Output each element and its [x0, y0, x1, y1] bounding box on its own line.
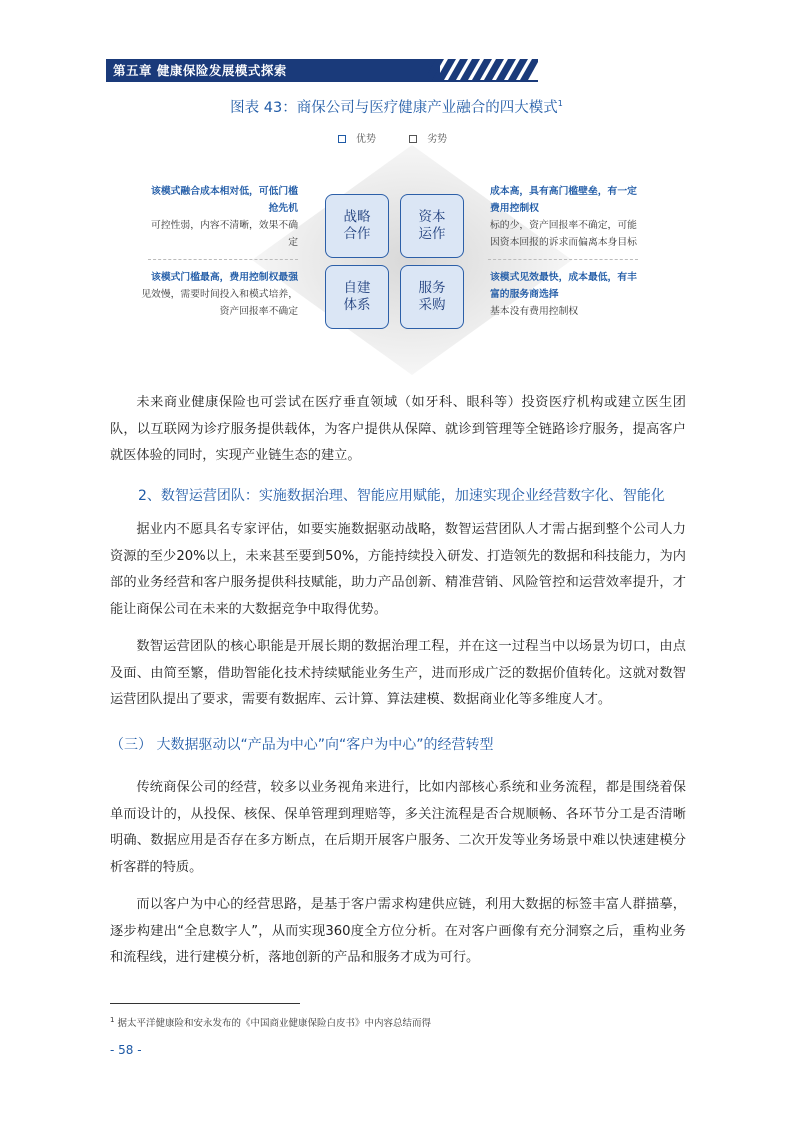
quadrant-self-built-system: 自建体系 — [325, 265, 389, 329]
header-underline — [106, 80, 538, 82]
figure-title: 图表 43：商保公司与医疗健康产业融合的四大模式$^1$ — [230, 99, 563, 116]
section-heading-3: （三） 大数据驱动以“产品为中心”向“客户为中心”的经营转型 — [110, 737, 494, 753]
paragraph-5: 而以客户为中心的经营思路，是基于客户需求构建供应链，利用大数据的标签丰富人群描摹，逐步构建出“全息数字人”，从而实现360度全方位分析。在对客户画像有充分洞察之后，重构业务和流程线，进行建模分析，落地创新的产品和服务才成为可行。 — [110, 897, 686, 966]
note-self-built-system: 该模式门槛最高，费用控制权最强 见效慢，需要时间投入和模式培养， 资产回报率不确定 — [141, 272, 298, 317]
note-service-procurement: 该模式见效最快，成本最低，有丰 富的服务商选择 基本没有费用控制权 — [490, 272, 637, 317]
paragraph-3: 数智运营团队的核心职能是开展长期的数据治理工程，并在这一过程当中以场景为切口，由点及面、由简至繁，借助智能化技术持续赋能业务生产，进而形成广泛的数据价值转化。这就对数智运营团队提出了要求，需要有数据库、云计算、算法建模、数据商业化等多维度人才。 — [110, 639, 686, 708]
note-strategic-cooperation: 该模式融合成本相对低，可低门槛 抢先机 可控性弱，内容不清晰，效果不确 定 — [151, 186, 298, 248]
section-heading-2: 2、数智运营团队：实施数据治理、智能应用赋能，加速实现企业经营数字化、智能化 — [138, 488, 665, 504]
footnote-separator — [110, 1003, 300, 1004]
paragraph-4: 传统商保公司的经营，较多以业务视角来进行，比如内部核心系统和业务流程，都是围绕着保单而设计的，从投保、核保、保单管理到理赔等，多关注流程是否合规顺畅、各环节分工是否清晰明确、数据应用是否存在多方断点，在后期开展客户服务、二次开发等业务场景中难以快速建模分析客群的特质。 — [110, 780, 686, 876]
quadrant-service-procurement: 服务采购 — [400, 265, 464, 329]
divider-right — [488, 259, 638, 261]
figure-legend — [338, 130, 477, 145]
header-stripes-decoration — [428, 59, 538, 80]
page-number: - 58 - — [110, 1043, 142, 1057]
quadrant-strategic-cooperation: 战略合作 — [325, 194, 389, 258]
legend-item-disadvantage: 劣势 — [409, 134, 447, 145]
note-capital-operation: 成本高，具有高门槛壁垒，有一定 费用控制权 标的少，资产回报率不确定，可能 因资本回报的诉求而偏离本身目标 — [490, 186, 637, 248]
footnote: $^1$ 据太平洋健康险和安永发布的《中国商业健康保险白皮书》中内容总结而得 — [110, 1015, 432, 1029]
chapter-title: 第五章 健康保险发展模式探索 — [113, 63, 287, 78]
quadrant-capital-operation: 资本运作 — [400, 194, 464, 258]
legend-item-advantage: 优势 — [338, 134, 376, 145]
advantage-square-icon — [338, 135, 346, 143]
disadvantage-square-icon — [409, 135, 417, 143]
paragraph-2: 据业内不愿具名专家评估，如要实施数据驱动战略，数智运营团队人才需占据到整个公司人力资源的至少20%以上，未来甚至要到50%，方能持续投入研发、打造领先的数据和科技能力，为内部的业务经营和客户服务提供科技赋能，助力产品创新、精准营销、风险管控和运营效率提升，才能让商保公司在未来的大数据竞争中取得优势。 — [110, 522, 686, 618]
divider-left — [148, 259, 298, 261]
paragraph-1: 未来商业健康保险也可尝试在医疗垂直领域（如牙科、眼科等）投资医疗机构或建立医生团队，以互联网为诊疗服务提供载体，为客户提供从保障、就诊到管理等全链路诊疗服务，提高客户就医体验的同时，实现产业链生态的建立。 — [110, 395, 686, 464]
